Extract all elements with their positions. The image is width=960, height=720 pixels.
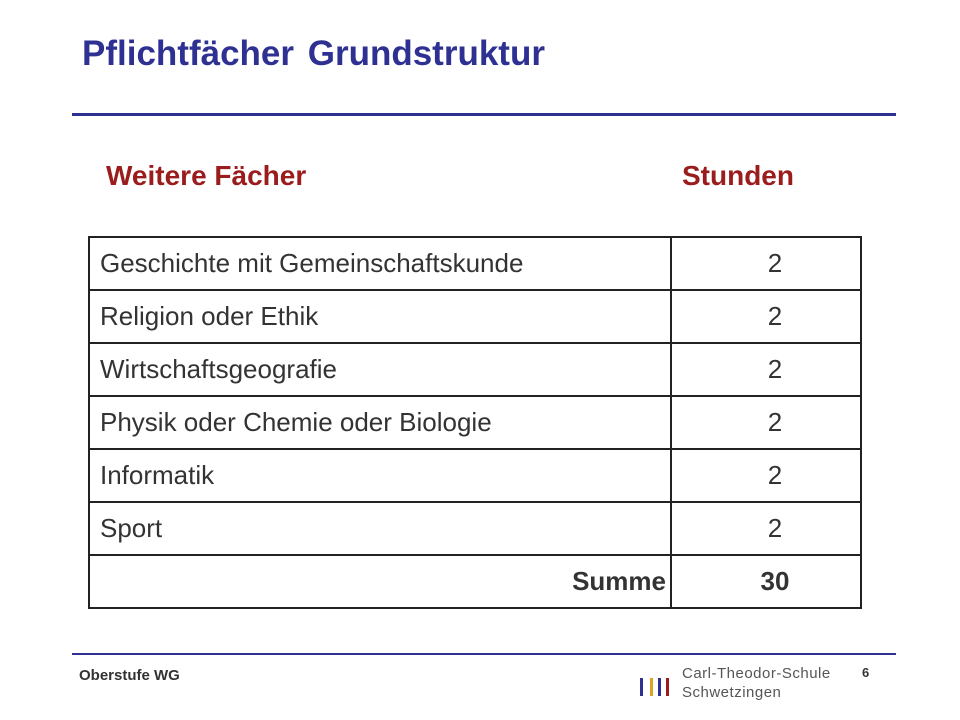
sum-row	[89, 555, 861, 608]
sum-label: Summe	[89, 555, 671, 608]
table-row	[89, 502, 861, 555]
subject-cell: Wirtschaftsgeografie	[89, 343, 671, 396]
subject-cell: Sport	[89, 502, 671, 555]
hours-cell: 2	[671, 237, 861, 290]
slide-title: Pflichtfächer Grundstruktur	[82, 34, 545, 73]
table-row	[89, 237, 861, 290]
table-row	[89, 290, 861, 343]
footer-divider	[72, 653, 896, 655]
hours-cell: 2	[671, 396, 861, 449]
title-divider	[72, 113, 896, 116]
hours-heading: Stunden	[682, 160, 794, 191]
table-row	[89, 396, 861, 449]
school-logo	[640, 664, 840, 704]
hours-cell: 2	[671, 502, 861, 555]
sum-value: 30	[671, 555, 861, 608]
subjects-table	[88, 236, 862, 609]
school-name-line2: Schwetzingen	[682, 684, 782, 701]
subjects-heading: Weitere Fächer	[106, 160, 307, 191]
table-row	[89, 449, 861, 502]
school-name-line1: Carl-Theodor-Schule	[682, 665, 831, 682]
subject-cell: Religion oder Ethik	[89, 290, 671, 343]
subject-cell: Geschichte mit Gemeinschaftskunde	[89, 237, 671, 290]
hours-cell: 2	[671, 343, 861, 396]
hours-cell: 2	[671, 290, 861, 343]
hours-cell: 2	[671, 449, 861, 502]
page-number: 6	[862, 665, 870, 680]
footer-label: Oberstufe WG	[79, 667, 180, 684]
table-row	[89, 343, 861, 396]
school-name	[682, 664, 831, 702]
subject-cell: Informatik	[89, 449, 671, 502]
subject-cell: Physik oder Chemie oder Biologie	[89, 396, 671, 449]
